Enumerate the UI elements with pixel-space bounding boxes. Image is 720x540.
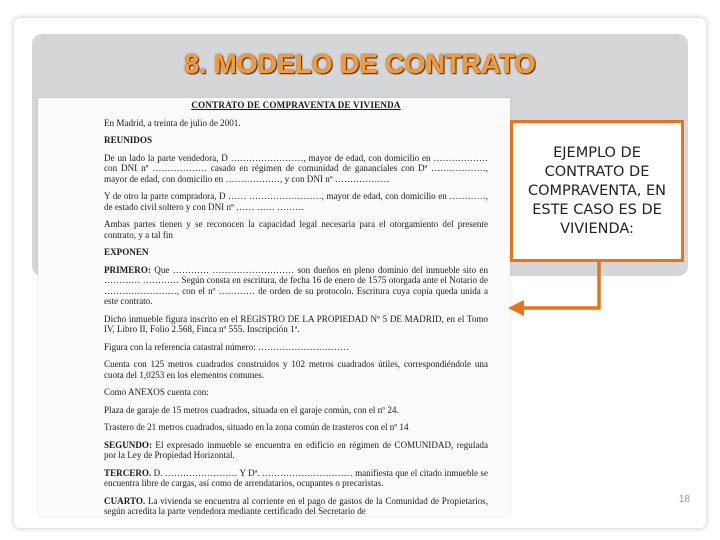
paragraph-registro: Dicho inmueble figura inscrito en el REGISTRO DE LA PROPIEDAD Nº 5 DE MADRID, en el Tomo IV, Libro II, Folio 2.568, Finca nº 555. Inscripción 1ª. [104,313,488,334]
paragraph-primero [104,265,488,307]
contract-place-date: En Madrid, a treinta de julio de 2001. [104,117,241,128]
paragraph-vendedora: De un lado la parte vendedora, D ……………………, mayor de edad, con domicilio en ……………… con DNI nº ……………… casado en régimen de comunidad de gananciales con Dª ………………, mayor de edad, con domicilio en ………………, y con DNI nº ……………… [104,152,488,184]
paragraph-capacidad: Ambas partes tienen y se reconocen la capacidad legal necesaria para el otorgamiento del presente contrato, y a tal fin [104,219,488,240]
page-number: 18 [678,494,690,505]
paragraph-garaje: Plaza de garaje de 15 metros cuadrados, situada en el garaje común, con el nº 24. [104,404,399,415]
paragraph-catastral: Figura con la referencia catastral número: ………………………… [104,341,349,352]
segundo-label: SEGUNDO: [104,439,152,450]
contract-document-image [38,98,510,516]
contract-document-body [104,100,488,516]
arrow-icon [500,258,610,320]
paragraph-compradora: Y de otro la parte compradora, D …… ……………………, mayor de edad, con domicilio en …………, de estado civil soltero y con DNI nº …… …… ……… [104,191,488,212]
paragraph-cuarto [104,496,488,517]
paragraph-superficie: Cuenta con 125 metros cuadrados construidos y 102 metros cuadrados útiles, correspondiéndole una cuota del 1,0253 en los elementos comunes. [104,359,488,380]
contract-heading: CONTRATO DE COMPRAVENTA DE VIVIENDA [191,100,401,110]
primero-label: PRIMERO: [104,264,151,275]
section-reunidos: REUNIDOS [104,135,153,145]
section-exponen: EXPONEN [104,247,149,257]
paragraph-anexos: Como ANEXOS cuenta con: [104,387,209,397]
cuarto-label: CUARTO. [104,495,146,506]
paragraph-segundo [104,440,488,461]
primero-text: Que ………… ……………………… son dueños en pleno dominio del inmueble sito en ………… ………… Según consta en escritura, de fecha 16 de enero de 1575 otorgada ante el Notario de ……………………, con el nº ………… de orden de su protocolo. Escritura cuya copia queda unida a este contrato. [104,264,488,306]
cuarto-text: La vivienda se encuentra al corriente en el pago de gastos de la Comunidad de Propietarios, según acredita la parte vendedora mediante certificado del Secretario de [104,495,488,516]
slide-title: 8. MODELO DE CONTRATO [184,49,536,79]
segundo-text: El expresado inmueble se encuentra en edificio en régimen de COMUNIDAD, regulada por la Ley de Propiedad Horizontal. [104,439,488,460]
callout-box: EJEMPLO DE CONTRATO DE COMPRAVENTA, EN ESTE CASO ES DE VIVIENDA: [510,120,684,262]
tercero-text: D. …………………… Y Dª. ………………………… manifiesta que el citado inmueble se encuentra libre de cargas, así como de arrendatarios, ocupantes o precaristas. [104,467,488,488]
paragraph-tercero [104,468,488,489]
tercero-label: TERCERO. [104,467,152,478]
paragraph-trastero: Trastero de 21 metros cuadrados, situado en la zona común de trasteros con el nº 14 [104,422,409,432]
